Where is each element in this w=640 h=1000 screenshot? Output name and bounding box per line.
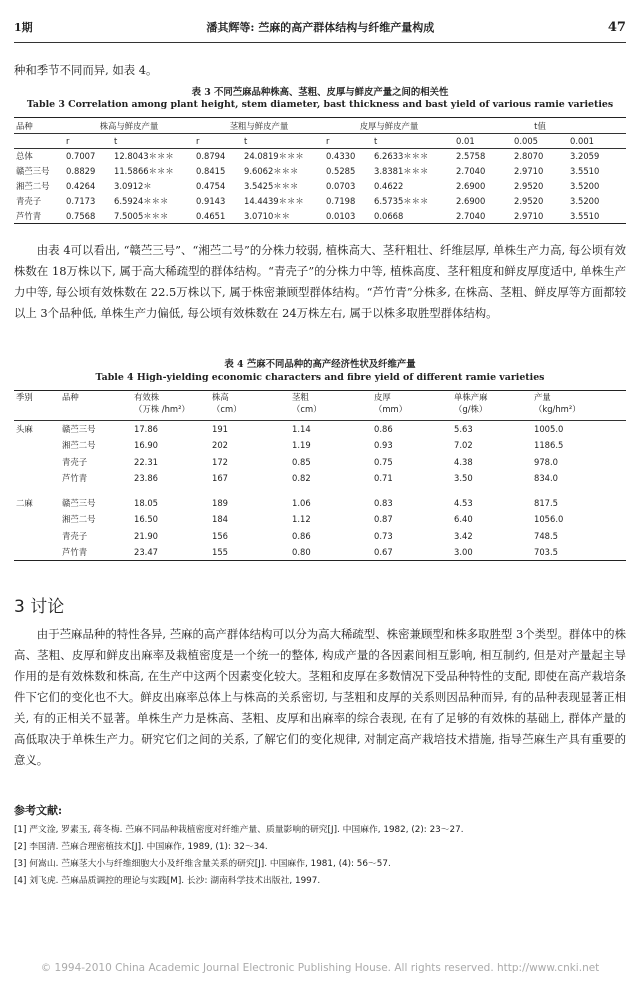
- table-cell: 3.0710＊＊: [242, 209, 324, 224]
- season-cell: [14, 470, 60, 487]
- table3-sub-header-row: [14, 134, 626, 149]
- table-cell: 0.8415: [196, 166, 226, 176]
- season-cell: [14, 528, 60, 545]
- table4-header-unit: （cm）: [212, 404, 242, 414]
- table-cell: 1.12: [292, 514, 311, 525]
- table-cell: 21.90: [134, 530, 158, 541]
- table-cell: 湘苎二号: [62, 514, 96, 525]
- reference-item: [2] 李国清. 苎麻合理密植技术[J]. 中国麻作, 1989, (1): 32～34.: [14, 842, 268, 852]
- paragraph-after-table3: 由表 4可以看出, “赣苎三号”、“湘苎二号”的分株力较弱, 植株高大、茎秆粗壮、纤维层厚, 单株生产力高, 每公顷有效株数在 18万株以下, 属于高大稀疏型的群体结构。“青壳子”的分株力中等, 植株高度、茎秆粗度和鲜皮厚度适中, 单株生产力中等, 每公顷有效株数在 22.5万株以下, 属于株密兼顾型群体结构。“芦竹青”分株多, 在株高、茎粗、鲜皮厚等方面都较以上 3个品种低, 单株生产力偏低, 每公顷有效株数在 24万株左右, 属于以株多取胜型群体结构。: [14, 243, 626, 320]
- table4-header: [210, 391, 290, 421]
- table-cell: 0.7173: [66, 196, 96, 206]
- table-cell: 6.40: [454, 514, 473, 525]
- table4-caption-cn: 表 4 苎麻不同品种的高产经济性状及纤维产量: [224, 359, 416, 370]
- table4-header-label: 有效株: [134, 392, 160, 402]
- references-title: 参考文献:: [14, 804, 63, 817]
- table4-header-label: 茎粗: [292, 392, 309, 402]
- table-cell: 1.19: [292, 440, 311, 451]
- table4-header-label: 品种: [62, 392, 79, 402]
- table-cell: 0.9143: [196, 196, 226, 206]
- table-cell: 156: [212, 530, 228, 541]
- table3-group-header: 株高与鲜皮产量: [64, 118, 194, 134]
- table-cell: 978.0: [534, 456, 558, 467]
- table4-header-unit: （万株 /hm²）: [134, 404, 190, 414]
- table4-header-label: 季别: [16, 392, 33, 402]
- season-cell: [14, 454, 60, 471]
- table-cell: 6.2633＊＊＊: [372, 149, 454, 164]
- table-cell: 3.50: [454, 473, 473, 484]
- table-cell: 0.4651: [194, 209, 242, 224]
- table4-header-unit: （g/株）: [454, 404, 488, 414]
- table-row: [14, 528, 626, 545]
- season-cell: [14, 437, 60, 454]
- table4-header-row: [14, 391, 626, 421]
- season-cell: 头麻: [16, 424, 33, 434]
- table-cell: 芦竹青: [62, 473, 88, 484]
- table-cell: 2.7040: [456, 166, 486, 176]
- table-row: [14, 164, 626, 179]
- table-cell: 0.83: [374, 497, 393, 508]
- table3-sub-header: t: [242, 134, 324, 149]
- table-cell: 23.47: [132, 544, 210, 561]
- table-cell: 0.5285: [326, 166, 356, 176]
- table-cell: 0.7198: [326, 196, 356, 206]
- table4-header: [372, 391, 452, 421]
- table-cell: 834.0: [534, 473, 558, 484]
- table-row: [14, 194, 626, 209]
- table4-header-label: 皮厚: [374, 392, 391, 402]
- table-cell: 0.4754: [196, 181, 226, 191]
- table-row: [14, 470, 626, 487]
- table-cell: 0.4330: [324, 149, 372, 164]
- table4-header: [532, 391, 626, 421]
- table-cell: 0.71: [374, 473, 393, 484]
- table-cell: 0.7007: [64, 149, 112, 164]
- table4-caption-en: Table 4 High-yielding economic characters and fibre yield of different ramie varieties: [95, 372, 545, 383]
- table-cell: 18.05: [134, 497, 158, 508]
- intro-line: 种和季节不同而异, 如表 4。: [14, 63, 158, 77]
- table-cell: 189: [212, 497, 228, 508]
- table-cell: 0.8829: [66, 166, 96, 176]
- table-cell: 1.06: [292, 497, 311, 508]
- section-title: 3 讨论: [14, 597, 65, 617]
- table-cell: 0.75: [374, 456, 393, 467]
- table-cell: 3.5200: [570, 196, 600, 206]
- table-row: [14, 495, 626, 512]
- table-cell: 2.9710: [514, 166, 544, 176]
- reference-item: [4] 刘飞虎. 苎麻品质调控的理论与实践[M]. 长沙: 湖南科学技术出版社, 1997.: [14, 876, 321, 886]
- table-cell: 0.67: [372, 544, 452, 561]
- table-cell: 赣苎三号: [16, 166, 50, 176]
- table-cell: 3.8381＊＊＊: [374, 166, 429, 176]
- table-cell: 6.5924＊＊＊: [114, 196, 169, 206]
- table-cell: 3.5425＊＊＊: [244, 181, 299, 191]
- table-row: [14, 421, 626, 438]
- table3-group-header-row: [14, 118, 626, 134]
- table-cell: 7.5005＊＊＊: [112, 209, 194, 224]
- table-cell: 0.4622: [374, 181, 404, 191]
- table-cell: 0.8794: [194, 149, 242, 164]
- table-cell: 172: [212, 456, 228, 467]
- table-cell: 2.9710: [512, 209, 568, 224]
- table-cell: 2.6900: [456, 196, 486, 206]
- table-cell: 青壳子: [62, 530, 88, 541]
- table4-header-unit: （kg/hm²）: [534, 404, 581, 414]
- table-cell: 11.5866＊＊＊: [114, 166, 174, 176]
- table-cell: 湘苎二号: [16, 181, 50, 191]
- table3-body: [14, 149, 626, 224]
- table-row: [14, 179, 626, 194]
- table-cell: 0.0668: [372, 209, 454, 224]
- table3-caption-en: Table 3 Correlation among plant height, stem diameter, bast thickness and bast yield of various ramie varieties: [26, 99, 614, 110]
- table-cell: 2.9520: [514, 196, 544, 206]
- season-cell: [14, 511, 60, 528]
- table-row: [14, 454, 626, 471]
- table-cell: 9.6062＊＊＊: [244, 166, 299, 176]
- table-row: [14, 437, 626, 454]
- table-cell: 总体: [14, 149, 64, 164]
- table4-header: [60, 391, 132, 421]
- table-cell: 12.8043＊＊＊: [112, 149, 194, 164]
- table-cell: 1056.0: [534, 514, 564, 525]
- table-row: [14, 511, 626, 528]
- table-row: [14, 149, 626, 164]
- table3-caption-cn: 表 3 不同苎麻品种株高、茎粗、皮厚与鲜皮产量之间的相关性: [191, 87, 449, 98]
- table-cell: 167: [212, 473, 228, 484]
- table3-sub-header: 0.005: [512, 134, 568, 149]
- season-cell: 二麻: [16, 497, 33, 508]
- table-cell: 2.7040: [454, 209, 512, 224]
- table3-sub-header: r: [194, 134, 242, 149]
- table4-header-label: 产量: [534, 392, 551, 402]
- table-cell: 155: [210, 544, 290, 561]
- table-cell: 2.8070: [512, 149, 568, 164]
- issue-label: 1期: [14, 21, 33, 34]
- table-cell: 3.00: [452, 544, 532, 561]
- reference-item: [1] 严文淦, 罗素玉, 蒋冬梅. 苎麻不同品种栽植密度对纤维产量、质量影响的研究[J]. 中国麻作, 1982, (2): 23～27.: [14, 825, 464, 835]
- table4-body: [14, 421, 626, 561]
- page-number: 47: [607, 19, 626, 35]
- table-cell: 3.5200: [570, 181, 600, 191]
- table-cell: 703.5: [532, 544, 626, 561]
- table-cell: 3.42: [454, 530, 473, 541]
- table3-sub-header: r: [64, 134, 112, 149]
- table-cell: 赣苎三号: [62, 424, 96, 434]
- table-cell: 0.0703: [326, 181, 356, 191]
- table-cell: 湘苎二号: [62, 440, 96, 451]
- table3-sub-header: 0.001: [568, 134, 626, 149]
- copyright-footer: © 1994-2010 China Academic Journal Electronic Publishing House. All rights reserved. http://www.cnki.net: [40, 962, 600, 974]
- table3-group-header: 皮厚与鲜皮产量: [324, 118, 454, 134]
- table4-header: [132, 391, 210, 421]
- table3-sub-header: t: [372, 134, 454, 149]
- table-cell: 0.86: [374, 424, 393, 434]
- table-row: [14, 209, 626, 224]
- table-cell: 3.5510: [570, 166, 600, 176]
- table-cell: 2.6900: [456, 181, 486, 191]
- table-cell: 1.14: [292, 424, 311, 434]
- table-cell: 16.50: [134, 514, 158, 525]
- table-cell: 4.53: [454, 497, 473, 508]
- table3-group-header: 茎粗与鲜皮产量: [194, 118, 324, 134]
- season-cell: [14, 544, 60, 561]
- references-list: [14, 822, 464, 890]
- table-cell: 1005.0: [534, 424, 564, 434]
- table-cell: 4.38: [454, 456, 473, 467]
- table4-header-label: 单株产麻: [454, 392, 488, 402]
- table3-sub-header: r: [324, 134, 372, 149]
- table-cell: 0.4264: [66, 181, 96, 191]
- table4-header-unit: （cm）: [292, 404, 322, 414]
- table-cell: 16.90: [134, 440, 158, 451]
- table4-header: [452, 391, 532, 421]
- table-cell: 22.31: [134, 456, 158, 467]
- table-cell: 23.86: [134, 473, 158, 484]
- reference-item: [3] 何嵩山. 苎麻茎大小与纤维细胞大小及纤维含量关系的研究[J]. 中国麻作, 1981, (4): 56～57.: [14, 859, 391, 869]
- table-cell: 0.7568: [64, 209, 112, 224]
- table-row: [14, 544, 626, 561]
- table4-header-label: 株高: [212, 392, 229, 402]
- table3-group-header: 品种: [14, 118, 64, 134]
- table-cell: 0.82: [292, 473, 311, 484]
- table-cell: 7.02: [454, 440, 473, 451]
- table-cell: 14.4439＊＊＊: [244, 196, 304, 206]
- table-cell: 748.5: [534, 530, 558, 541]
- table-cell: 3.2059: [568, 149, 626, 164]
- table-cell: 2.5758: [454, 149, 512, 164]
- table-cell: 0.0103: [324, 209, 372, 224]
- table3: [14, 117, 626, 224]
- table3-group-header: t值: [454, 118, 626, 134]
- table-cell: 0.80: [290, 544, 372, 561]
- table-cell: 芦竹青: [14, 209, 64, 224]
- table-cell: 184: [212, 514, 228, 525]
- running-title: 潘其辉等: 苎麻的高产群体结构与纤维产量构成: [206, 21, 435, 34]
- table-cell: 芦竹青: [60, 544, 132, 561]
- table-cell: 24.0819＊＊＊: [242, 149, 324, 164]
- table4-header: [14, 391, 60, 421]
- table-cell: 5.63: [454, 424, 473, 434]
- running-header: [14, 16, 626, 38]
- table4-header: [290, 391, 372, 421]
- table-cell: 6.5735＊＊＊: [374, 196, 429, 206]
- table-cell: 3.0912＊: [114, 181, 152, 191]
- table-cell: 0.73: [374, 530, 393, 541]
- table-cell: 202: [212, 440, 228, 451]
- table-cell: 17.86: [134, 424, 158, 434]
- table-cell: 青壳子: [16, 196, 42, 206]
- table4: [14, 390, 626, 561]
- table-cell: 2.9520: [514, 181, 544, 191]
- table-cell: 0.87: [374, 514, 393, 525]
- table3-sub-header: 0.01: [454, 134, 512, 149]
- table-cell: 0.93: [374, 440, 393, 451]
- discussion-paragraph: 由于苎麻品种的特性各异, 苎麻的高产群体结构可以分为高大稀疏型、株密兼顾型和株多取胜型 3个类型。群体中的株高、茎粗、皮厚和鲜皮出麻率及栽植密度是一个统一的整体, 构成产量的各因素间相互影响, 相互制约, 但是对产量起主导作用的是有效株数和株高, 在生产中这两个因素变化较大。茎粗和皮厚在多数情况下受品种特性的支配, 即使在高产栽培条件下它们的变化也不大。鲜皮出麻率总体上与株高的关系密切, 与茎粗和皮厚的关系则因品种而异, 有的品种表现显著正相关, 有的正相关不显著。单株生产力是株高、茎粗、皮厚和出麻率的综合表现, 在有了足够的有效株的基础上, 群体产量的高低取决于单株生产力。研究它们之间的关系, 了解它们的变化规律, 对制定高产栽培技术措施, 指导苎麻生产具有重要的意义。: [14, 627, 626, 767]
- table3-sub-header: t: [112, 134, 194, 149]
- table-cell: 817.5: [534, 497, 558, 508]
- table-cell: 1186.5: [534, 440, 564, 451]
- table-cell: 0.85: [292, 456, 311, 467]
- table-cell: 青壳子: [62, 456, 88, 467]
- header-rule: [14, 42, 626, 43]
- table-cell: 0.86: [292, 530, 311, 541]
- table4-header-unit: （mm）: [374, 404, 408, 414]
- group-spacer: [14, 487, 626, 495]
- table-cell: 3.5510: [568, 209, 626, 224]
- table-cell: 191: [212, 424, 228, 434]
- table-cell: 赣苎三号: [62, 497, 96, 508]
